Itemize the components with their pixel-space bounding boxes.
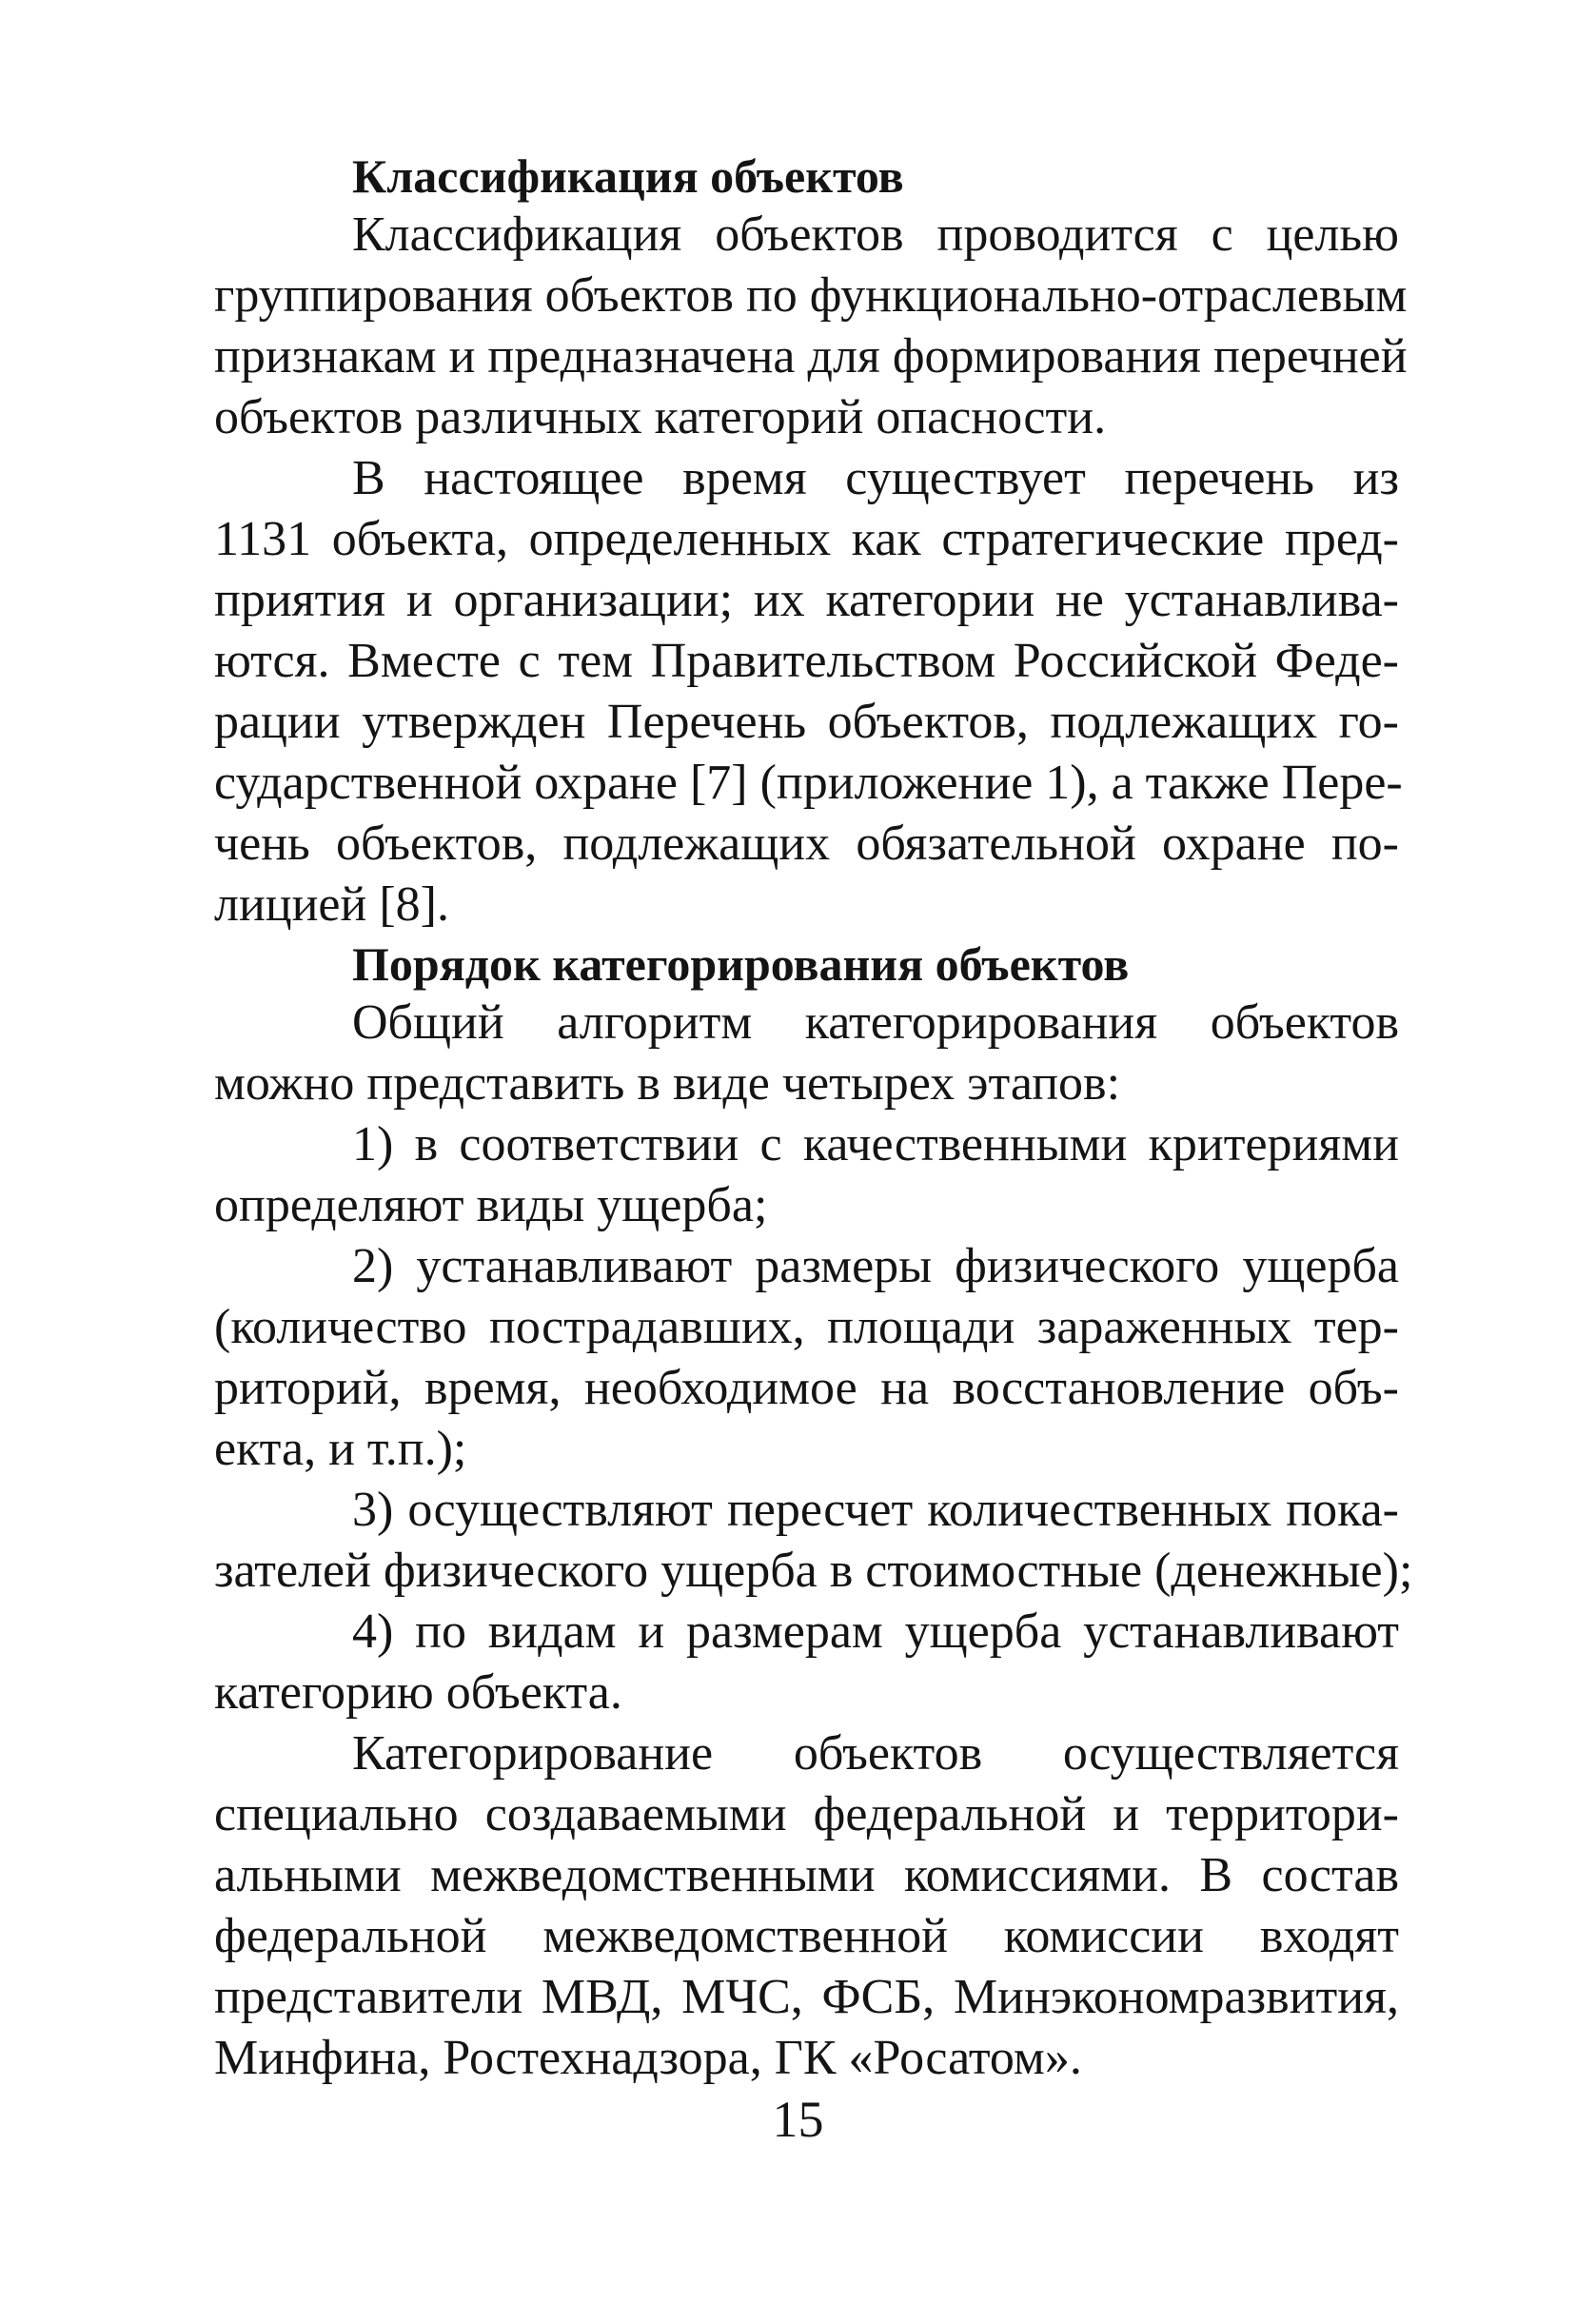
text-line: 2) устанавливают размеры физического ущерба xyxy=(352,1239,1399,1293)
text-line: категорию объекта. xyxy=(214,1665,622,1720)
text-line: объектов различных категорий опасности. xyxy=(214,390,1107,444)
text-line: специально создаваемыми федеральной и территори- xyxy=(214,1787,1399,1841)
text-line: альными межведомственными комиссиями. В состав xyxy=(214,1848,1399,1902)
text-line: 3) осуществляют пересчет количественных пока- xyxy=(352,1483,1399,1537)
paragraph-classification-purpose xyxy=(214,205,1408,448)
text-line: Минфина, Ростехнадзора, ГК «Росатом». xyxy=(214,2031,1082,2085)
paragraph-strategic-objects-list xyxy=(214,448,1403,935)
section-heading-classification: Классификация объектов xyxy=(352,149,904,203)
text-line: признакам и предназначена для формирования перечней xyxy=(214,329,1408,384)
paragraph-algorithm-intro xyxy=(214,993,1399,1114)
text-line: Общий алгоритм категорирования объектов xyxy=(352,995,1399,1050)
text-line: екта, и т.п.); xyxy=(214,1422,467,1476)
text-line: группирования объектов по функционально-отраслевым xyxy=(214,268,1408,323)
section-heading-categorization-order: Порядок категорирования объектов xyxy=(352,937,1130,991)
text-line: Категорирование объектов осуществляется xyxy=(352,1726,1399,1781)
text-line: 4) по видам и размерам ущерба устанавливают xyxy=(352,1604,1399,1659)
text-line: зателей физического ущерба в стоимостные (денежные); xyxy=(214,1544,1413,1598)
paragraph-commissions xyxy=(214,1723,1399,2089)
text-line: Классификация объектов проводится с целью xyxy=(352,207,1399,262)
text-line: сударственной охране [7] (приложение 1), а также Пере- xyxy=(214,756,1403,810)
text-line: определяют виды ущерба; xyxy=(214,1178,768,1232)
list-item-step-3 xyxy=(214,1480,1413,1602)
text-line: можно представить в виде четырех этапов: xyxy=(214,1056,1121,1111)
list-item-step-2 xyxy=(214,1236,1399,1480)
text-line: чень объектов, подлежащих обязательной охране по- xyxy=(214,817,1399,871)
text-line: 1131 объекта, определенных как стратегические пред- xyxy=(214,512,1399,566)
text-line: (количество пострадавших, площади зараженных тер- xyxy=(214,1300,1399,1354)
list-item-step-1 xyxy=(214,1114,1399,1236)
text-line: риторий, время, необходимое на восстановление объ- xyxy=(214,1361,1399,1415)
text-line: федеральной межведомственной комиссии входят xyxy=(214,1909,1399,1963)
page-content xyxy=(214,148,1413,2089)
page-number: 15 xyxy=(772,2091,824,2148)
text-line: В настоящее время существует перечень из xyxy=(352,451,1399,505)
text-line: лицией [8]. xyxy=(214,877,449,932)
text-line: 1) в соответствии с качественными критериями xyxy=(352,1117,1399,1171)
text-line: рации утвержден Перечень объектов, подлежащих го- xyxy=(214,695,1399,749)
text-line: ются. Вместе с тем Правительством Российской Феде- xyxy=(214,634,1399,688)
text-line: приятия и организации; их категории не устанавлива- xyxy=(214,573,1399,627)
text-line: представители МВД, МЧС, ФСБ, Минэкономразвития, xyxy=(214,1970,1399,2024)
list-item-step-4 xyxy=(214,1602,1399,1723)
